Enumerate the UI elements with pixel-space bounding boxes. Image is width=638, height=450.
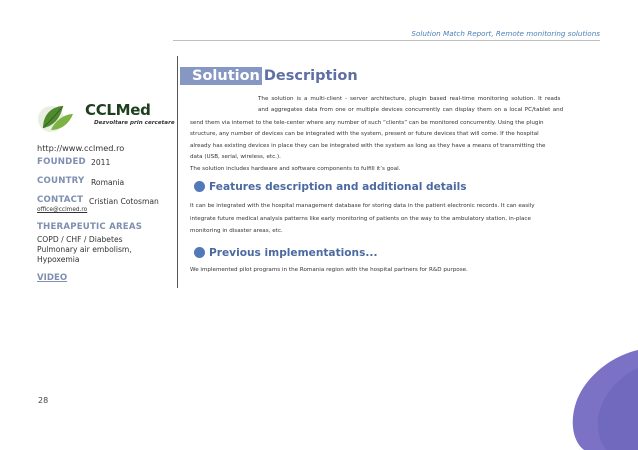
therapeutic-areas-label: THERAPEUTIC AREAS: [37, 222, 143, 232]
text-line: The solution includes hardware and software components to fulfill it’s goal.: [190, 165, 401, 172]
leaf-logo-icon: [37, 102, 87, 136]
previous-paragraph: [190, 267, 468, 273]
bullet-circle-icon: [194, 181, 205, 192]
contact-value: Cristian Cotosman: [89, 197, 159, 206]
area-item: Hypoxemia: [37, 255, 80, 264]
decorative-blob-icon: [540, 350, 638, 450]
contact-label: CONTACT: [37, 195, 84, 205]
text-line: We implemented pilot programs in the Romania region with the hospital partners for R&D purpose.: [190, 267, 468, 273]
page-number: 28: [38, 396, 49, 405]
previous-heading-text: Previous implementations...: [209, 247, 378, 259]
column-divider: [177, 56, 178, 288]
country-label: COUNTRY: [37, 176, 85, 186]
solution-paragraph-indented-2: [258, 107, 563, 113]
text-line: integrate future medical analysis patterns like early monitoring of patients on the way to the ambulatory station, in-place: [190, 215, 531, 222]
company-url-link[interactable]: http://www.cclmed.ro: [37, 143, 125, 153]
country-value: Romania: [91, 178, 125, 187]
solution-paragraph-indented: [258, 96, 560, 102]
text-line: monitoring in disaster areas, etc.: [190, 228, 283, 234]
text-line: and aggregates data from one or multiple devices concurrently can display them on a local PC/tablet and: [258, 107, 564, 113]
text-line: data (USB, serial, wireless, etc.).: [190, 154, 281, 161]
title-word-highlighted: Solution: [180, 67, 262, 85]
title-word: Description: [263, 68, 358, 84]
contact-email-link[interactable]: office@cclmed.ro: [37, 207, 88, 213]
features-paragraph: [190, 200, 535, 238]
text-line: The solution is a multi-client - server architecture, plugin based real-time monitoring solution. It reads: [258, 96, 561, 102]
video-link[interactable]: VIDEO: [37, 273, 68, 283]
text-line: structure, any number of devices can be integrated with the system, present or future devices that will come. If the hospital: [190, 131, 539, 138]
area-item: COPD / CHF / Diabetes: [37, 235, 123, 244]
features-heading-text: Features description and additional details: [209, 181, 467, 193]
therapeutic-areas-list: [37, 235, 132, 265]
previous-implementations-heading: [194, 247, 377, 259]
solution-paragraph: [190, 118, 545, 175]
features-heading: [194, 181, 467, 193]
logo-wordmark: CCLMed: [85, 101, 151, 119]
logo-tagline: Dezvoltare prin cercetare: [94, 120, 175, 126]
founded-value: 2011: [91, 158, 111, 167]
solution-description-title: [180, 68, 358, 84]
text-line: It can be integrated with the hospital management database for storing data in the patient electronic records. It can easily: [190, 203, 535, 209]
company-logo: [37, 101, 175, 136]
founded-label: FOUNDED: [37, 157, 86, 167]
header-divider: [173, 40, 600, 41]
text-line: already has existing devices in place they can be integrated with the system as long as they have a means of transmitting the: [190, 142, 546, 149]
report-header-title: Solution Match Report, Remote monitoring solutions: [411, 29, 600, 38]
bullet-circle-icon: [194, 247, 205, 258]
area-item: Pulmonary air embolism,: [37, 245, 132, 254]
text-line: send them via internet to the tele-center where any number of such “clients” can be monitored concurrently. Using the plugin: [190, 120, 544, 126]
